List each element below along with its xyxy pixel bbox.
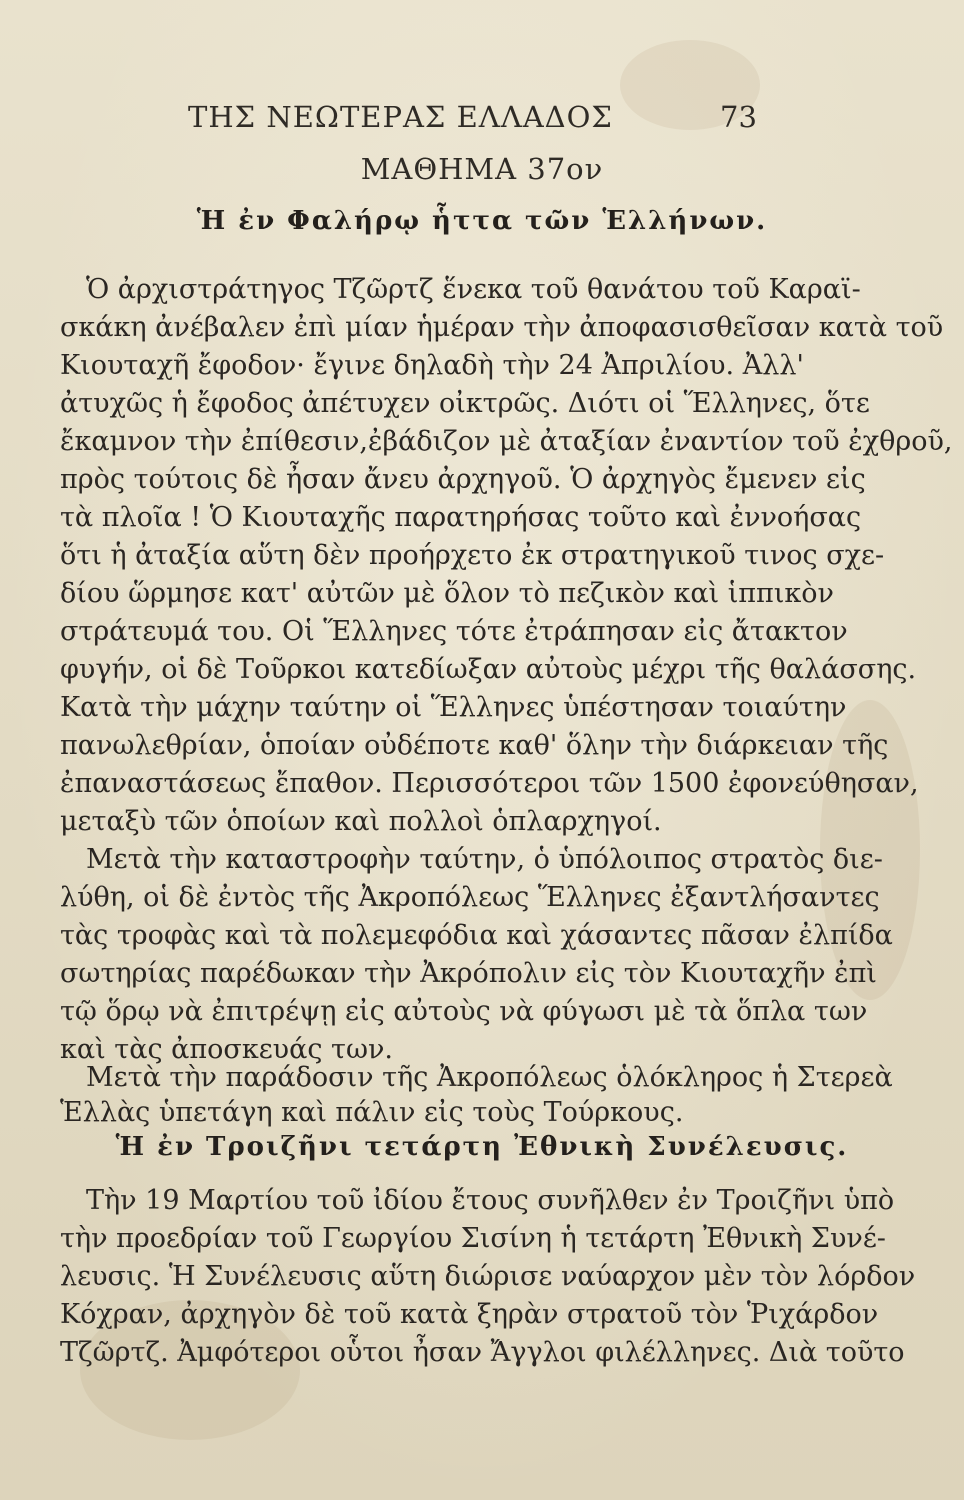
text-line: τὰς τροφὰς καὶ τὰ πολεμεφόδια καὶ χάσαντες πᾶσαν ἐλπίδα [60, 920, 893, 951]
text-line: λευσις. Ἡ Συνέλευσις αὕτη διώρισε ναύαρχον μὲν τὸν λόρδον [60, 1261, 916, 1292]
text-line: Τζῶρτζ. Ἀμφότεροι οὗτοι ἦσαν Ἄγγλοι φιλέλληνες. Διὰ τοῦτο [60, 1337, 905, 1368]
lesson-title: ΜΑΘΗΜΑ 37ον [360, 152, 604, 186]
text-line: Μετὰ τὴν καταστροφὴν ταύτην, ὁ ὑπόλοιπος στρατὸς διε- [86, 844, 883, 875]
text-line: τῷ ὅρῳ νὰ ἐπιτρέψῃ εἰς αὐτοὺς νὰ φύγωσι μὲ τὰ ὅπλα των [60, 996, 868, 1027]
text-line: Ὁ ἀρχιστράτηγος Τζῶρτζ ἕνεκα τοῦ θανάτου τοῦ Καραϊ- [86, 274, 861, 305]
text-line: καὶ τὰς ἀποσκευάς των. [60, 1034, 393, 1065]
text-line: Τὴν 19 Μαρτίου τοῦ ἰδίου ἔτους συνῆλθεν ἐν Τροιζῆνι ὑπὸ [86, 1185, 895, 1216]
text-line: Ἑλλὰς ὑπετάγη καὶ πάλιν εἰς τοὺς Τούρκους. [60, 1097, 684, 1128]
text-line: πρὸς τούτοις δὲ ἦσαν ἄνευ ἀρχηγοῦ. Ὁ ἀρχηγὸς ἔμενεν εἰς [60, 464, 866, 495]
text-line: σωτηρίας παρέδωκαν τὴν Ἀκρόπολιν εἰς τὸν Κιουταχῆν ἐπὶ [60, 958, 877, 989]
text-line: ἔκαμνον τὴν ἐπίθεσιν,ἐβάδιζον μὲ ἀταξίαν ἐναντίον τοῦ ἐχθροῦ, [60, 426, 953, 457]
text-line: πανωλεθρίαν, ὁποίαν οὐδέποτε καθ' ὅλην τὴν διάρκειαν τῆς [60, 730, 889, 761]
text-line: σκάκη ἀνέβαλεν ἐπὶ μίαν ἡμέραν τὴν ἀποφασισθεῖσαν κατὰ τοῦ [60, 312, 944, 343]
section-heading-phaleron: Ἡ ἐν Φαλήρῳ ἧττα τῶν Ἑλλήνων. [196, 206, 768, 236]
text-line: μεταξὺ τῶν ὁποίων καὶ πολλοὶ ὁπλαρχηγοί. [60, 806, 662, 837]
text-line: τὰ πλοῖα ! Ὁ Κιουταχῆς παρατηρήσας τοῦτο καὶ ἐννοήσας [60, 502, 862, 533]
text-line: φυγήν, οἱ δὲ Τοῦρκοι κατεδίωξαν αὐτοὺς μέχρι τῆς θαλάσσης. [60, 654, 917, 685]
text-line: ἀτυχῶς ἡ ἔφοδος ἀπέτυχεν οἰκτρῶς. Διότι οἱ Ἕλληνες, ὅτε [60, 388, 870, 419]
section-heading-troezen: Ἡ ἐν Τροιζῆνι τετάρτη Ἐθνικὴ Συνέλευσις. [115, 1132, 849, 1162]
page-number: 73 [720, 100, 757, 134]
text-line: ὅτι ἡ ἀταξία αὕτη δὲν προήρχετο ἐκ στρατηγικοῦ τινος σχε- [60, 540, 885, 571]
text-line: τὴν προεδρίαν τοῦ Γεωργίου Σισίνη ἡ τετάρτη Ἐθνικὴ Συνέ- [60, 1223, 886, 1254]
text-line: ἐπαναστάσεως ἔπαθον. Περισσότεροι τῶν 1500 ἐφονεύθησαν, [60, 768, 919, 799]
text-line: Κατὰ τὴν μάχην ταύτην οἱ Ἕλληνες ὑπέστησαν τοιαύτην [60, 692, 847, 723]
text-line: Κιουταχῆ ἔφοδον· ἔγινε δηλαδὴ τὴν 24 Ἀπριλίου. Ἀλλ' [60, 350, 804, 381]
running-head: ΤΗΣ ΝΕΩΤΕΡΑΣ ΕΛΛΑΔΟΣ [188, 100, 613, 134]
text-line: δίου ὥρμησε κατ' αὐτῶν μὲ ὅλον τὸ πεζικὸν καὶ ἱππικὸν [60, 578, 834, 609]
text-line: στράτευμά του. Οἱ Ἕλληνες τότε ἐτράπησαν εἰς ἄτακτον [60, 616, 848, 647]
text-line: λύθη, οἱ δὲ ἐντὸς τῆς Ἀκροπόλεως Ἕλληνες ἐξαντλήσαντες [60, 882, 880, 913]
text-line: Κόχραν, ἀρχηγὸν δὲ τοῦ κατὰ ξηρὰν στρατοῦ τὸν Ῥιχάρδον [60, 1299, 879, 1330]
text-line: Μετὰ τὴν παράδοσιν τῆς Ἀκροπόλεως ὁλόκληρος ἡ Στερεὰ [86, 1062, 893, 1093]
